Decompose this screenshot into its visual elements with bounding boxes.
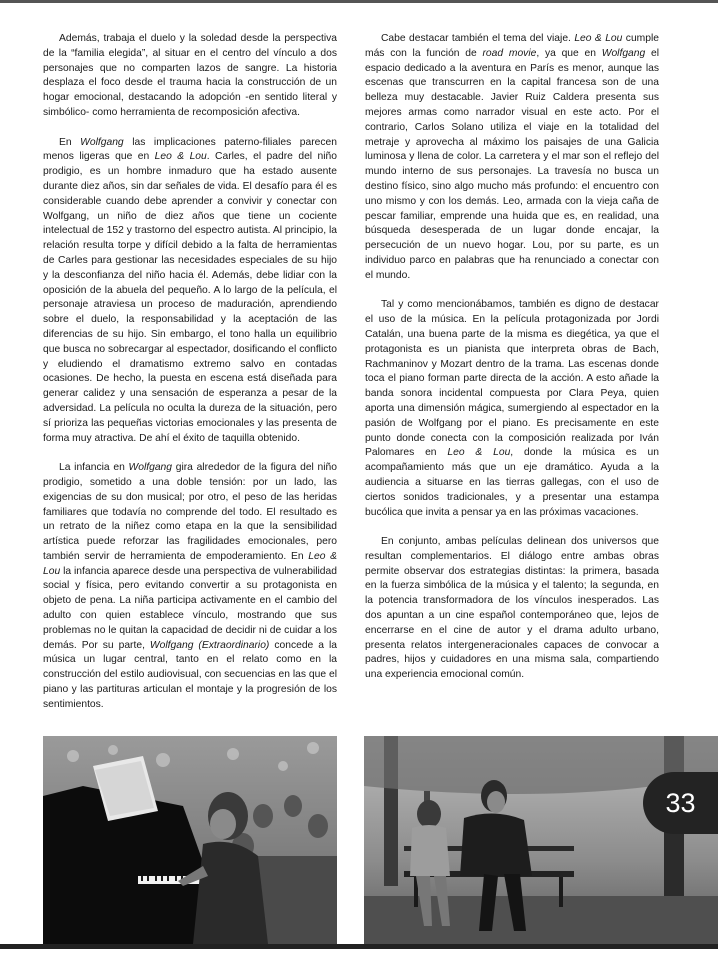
text-run: La infancia en: [59, 462, 129, 474]
paragraph: [43, 461, 337, 713]
paragraph: [43, 32, 337, 121]
paragraph: [43, 136, 337, 447]
paragraph: [365, 535, 659, 683]
bottom-rule: [0, 944, 718, 949]
text-run: la infancia aparece desde una perspectiva de vulnerabilidad social y física, pero evitando convertir a su protagonista en objeto de pena. La niña participa activamente en el cambio del adulto con quien establece vínculo, mostrando que sus problemas no le quitan la capacidad de decidir ni de cuidar a los demás. Por su parte,: [43, 565, 337, 651]
italic-title: Leo & Lou: [574, 33, 623, 44]
top-rule: [0, 0, 718, 3]
italic-title: Wolfgang: [128, 462, 173, 474]
photo-man-and-child-on-bench: [364, 736, 718, 944]
italic-title: Wolfgang: [80, 136, 124, 148]
italic-title: Leo & Lou: [154, 151, 207, 163]
text-run: cumple más con la función de: [365, 33, 659, 59]
text-run: En conjunto, ambas películas delinean dos universos que resultan complementarios. El diálogo entre ambas obras permite observar dos estrategias distintas: la primera, basada en la fuerza simbólica de la música y el talento; la segunda, en la potencia transformadora de los vínculos inesperados. Las dos apuntan a un cine español contemporáneo que, lejos de encerrarse en el cine de autor y el drama adulto urbano, presenta relatos intergeneracionales capaces de convocar a padres, hijos y cuidadores en una misma sala, compartiendo una experiencia emocional común.: [365, 536, 659, 681]
text-run: Tal y como mencionábamos, también es digno de destacar el uso de la música. En la película protagonizada por Jordi Catalán, una buena parte de la misma es diegética, ya que el protagonista es un pianista que interpreta obras de Bach, Rachmaninov y Mozart dentro de la trama. Las escenas donde toca el piano forman parte directa de la acción. A esto añade la banda sonora incidental compuesta por Clara Peya, quien aporta una dimensión mágica, sumergiendo al espectador en la pasión de Wolfgang por el piano. Es precisamente en este punto donde conecta con la composición realizada por Iván Palomares en: [365, 299, 659, 459]
italic-title: Leo & Lou: [447, 447, 511, 459]
paragraph: [365, 32, 659, 284]
page-number-tab: [643, 772, 718, 834]
text-run: Además, trabaja el duelo y la soledad desde la perspectiva de la “familia elegida”, al situar en el centro del vínculo a dos personajes que no comparten lazos de sangre. La historia desplaza el foco desde el trauma hacia la construcción de un hogar emocional, destacando la adopción -en sentido literal y simbólico- como herramienta de recomposición afectiva.: [43, 33, 337, 118]
italic-title: Leo & Lou: [43, 550, 337, 577]
text-run: las implicaciones paterno-filiales parecen menos ligeras que en: [43, 136, 337, 163]
text-run: , ya que en: [536, 47, 602, 59]
text-run: concede a la música un lugar central, tanto en el relato como en la construcción del estilo audiovisual, con secuencias en las que el piano y las partituras articulan el montaje y la progresión de los sentimientos.: [43, 639, 337, 710]
left-text-column: [43, 32, 337, 713]
right-text-column: [365, 32, 659, 683]
text-run: En: [59, 136, 81, 148]
page-number: 33: [665, 788, 696, 818]
italic-title: road movie: [482, 47, 537, 59]
photo-boy-at-piano: [43, 736, 337, 944]
text-run: Cabe destacar también el tema del viaje.: [381, 33, 575, 44]
text-run: el espacio dedicado a la aventura en París es menor, aunque las escenas que transcurren en la capital francesa son de una belleza muy destacable. Javier Ruiz Caldera presenta sus mejores armas como narrador visual en este acto. Por el contrario, Carlos Solano utiliza el viaje en la totalidad del metraje y aprovecha al máximo los paisajes de una Galicia luminosa y llena de color. La carretera y el mar son el reflejo del mundo interno de sus personajes. La travesía no busca un destino físico, sino algo mucho más profundo: el encuentro con uno mismo y con los demás. Leo, armada con la vieja caña de pescar familiar, emprende una huida que es, en realidad, una búsqueda desesperada de un lugar donde encajar, la persecución de un nuevo hogar. Lou, por su parte, es un individuo parco en palabras que ha renunciado a conectar con el mundo.: [365, 47, 660, 281]
italic-title: Wolfgang: [601, 47, 646, 59]
paragraph: [365, 298, 659, 520]
italic-title: Wolfgang (Extraordinario): [149, 639, 270, 651]
text-run: gira alrededor de la figura del niño prodigio, sometido a una doble tensión: por un lado, las exigencias de su don musical; por otro, el peso de las heridas familiares que todavía no comprende del todo. El resultado es un retrato de la niñez como etapa en la que la sensibilidad artística puede reforzar las fragilidades emocionales, pero también servir de herramienta de empoderamiento. En: [43, 462, 338, 562]
text-run: . Carles, el padre del niño prodigio, es un hombre inmaduro que ha estado ausente durante diez años, sin dar señales de vida. El desafío para él es considerable cuando debe aprender a convivir y conectar con Wolfgang, un niño de diez años que tiene un cociente intelectual de 152 y trastorno del espectro autista. Al principio, la relación resulta torpe y difícil debido a la falta de herramientas de Carles para gestionar las necesidades especiales de su hijo y la desconfianza del niño hacia él. Además, debe lidiar con la oposición de la abuela del pequeño. A lo largo de la película, el personaje atraviesa un proceso de maduración, aprendiendo sobre el duelo, la responsabilidad y la aceptación de las diferencias de su hijo. Sin embargo, el tono halla un equilibrio que busca no sobrecargar al espectador, dosificando el conflicto y eludiendo el dramatismo extremo salvo en contadas ocasiones. De hecho, la puesta en escena está diseñada para generar calidez y una sensación de esperanza a pesar de la adversidad. La película no oculta la dureza de la situación, pero sí prioriza las pequeñas victorias emocionales y las presenta de forma muy atractiva. De ahí el éxito de taquilla obtenido.: [43, 151, 337, 444]
text-run: , donde la música es un acompañamiento más que un eje dramático. Ayuda a la audiencia a situarse en las tierras gallegas, con el uso de ciertos sonidos tradicionales, y a presentar una estampa bucólica que invita a pensar ya en las próximas vacaciones.: [365, 447, 659, 518]
